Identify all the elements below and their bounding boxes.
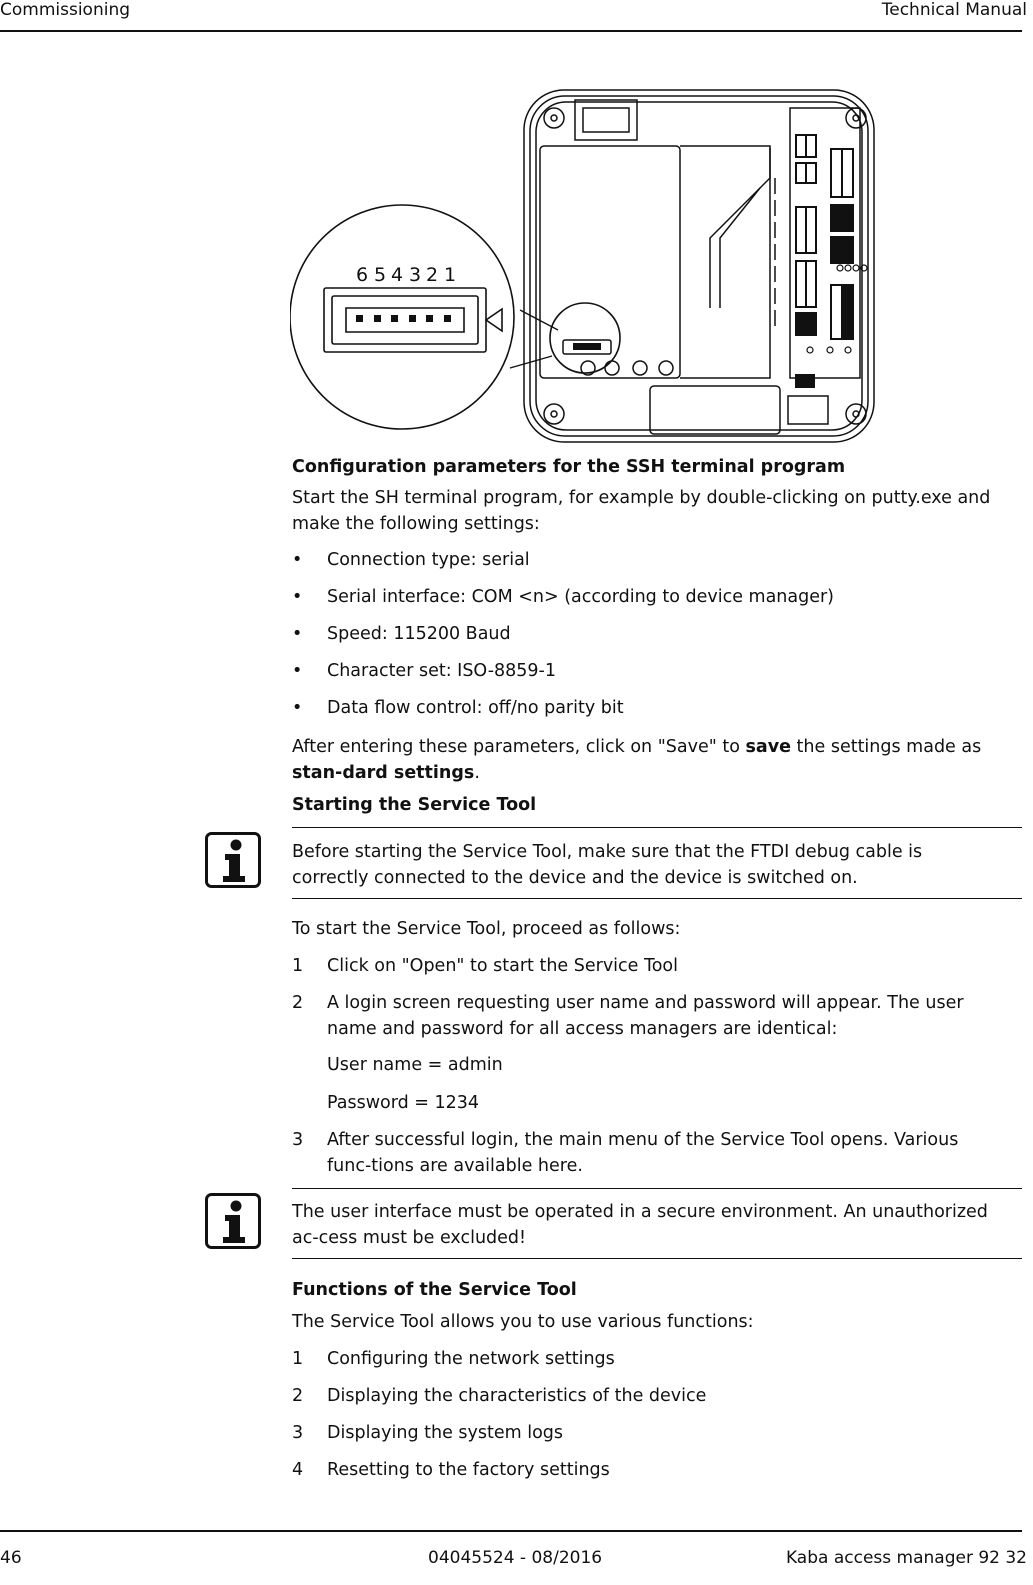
function-text: Resetting to the factory settings [327,1460,610,1480]
username-line: User name = admin [327,1055,503,1075]
bullet: • [292,698,303,718]
save-text-1: After entering these parameters, click on "Save" to [292,737,746,757]
pin-number: 6 [356,264,369,286]
cable-note: Before starting the Service Tool, make sure that the FTDI debug cable is correctly connected to the device and the device is switched on. [292,842,923,888]
setting-data-flow: Data flow control: off/no parity bit [327,698,624,718]
function-text: Configuring the network settings [327,1349,615,1369]
step-text: After successful login, the main menu of the Service Tool opens. Various func-tions are available here. [327,1130,959,1176]
functions-intro: The Service Tool allows you to use various functions: [292,1312,754,1332]
bullet: • [292,550,303,570]
function-number: 2 [292,1386,304,1406]
function-text: Displaying the system logs [327,1423,564,1443]
security-note: The user interface must be operated in a secure environment. An unauthorized ac-cess must be excluded! [292,1202,988,1248]
step-number: 2 [292,993,304,1013]
save-text-2: the settings made as [790,737,982,757]
save-text-3: . [474,763,480,783]
header-rule [0,30,1022,32]
setting-character-set: Character set: ISO-8859-1 [327,661,556,681]
ssh-config-heading: Configuration parameters for the SSH terminal program [292,457,846,477]
function-number: 3 [292,1423,304,1443]
bullet: • [292,624,303,644]
functions-heading: Functions of the Service Tool [292,1280,577,1300]
header-manual-title: Technical Manual [881,0,1027,20]
pin-number: 3 [409,264,422,286]
step-number: 3 [292,1130,304,1150]
save-settings-paragraph [292,734,1002,786]
info-icon [205,832,261,888]
note-rule-bottom [292,1258,1022,1259]
start-intro: To start the Service Tool, proceed as follows: [292,919,681,939]
page-number: 46 [0,1548,22,1568]
info-icon [205,1193,261,1249]
save-text-bold-1: save [745,737,791,757]
doc-number: 04045524 - 08/2016 [428,1548,603,1568]
setting-speed: Speed: 115200 Baud [327,624,511,644]
bullet: • [292,661,303,681]
pin-number: 5 [374,264,387,286]
step-text: A login screen requesting user name and password will appear. The user name and password for all access managers are identical: [327,993,964,1039]
starting-heading: Starting the Service Tool [292,795,537,815]
setting-serial-interface: Serial interface: COM <n> (according to device manager) [327,587,835,607]
note-rule-bottom [292,898,1022,899]
header-section: Commissioning [0,0,131,20]
product-name: Kaba access manager 92 32 [785,1548,1027,1568]
note-rule-top [292,1188,1022,1189]
function-number: 1 [292,1349,304,1369]
step-number: 1 [292,956,304,976]
footer-rule [0,1530,1022,1532]
note-rule-top [292,827,1022,828]
function-number: 4 [292,1460,304,1480]
save-text-bold-2: stan-dard settings [292,763,475,783]
device-figure [290,88,890,448]
pin-number: 4 [391,264,404,286]
pin-number: 2 [426,264,439,286]
password-line: Password = 1234 [327,1093,480,1113]
bullet: • [292,587,303,607]
function-text: Displaying the characteristics of the device [327,1386,707,1406]
step-text: Click on "Open" to start the Service Tool [327,956,678,976]
setting-connection-type: Connection type: serial [327,550,530,570]
ssh-config-intro: Start the SH terminal program, for example by double-clicking on putty.exe and make the following settings: [292,488,991,534]
pin-number: 1 [444,264,457,286]
